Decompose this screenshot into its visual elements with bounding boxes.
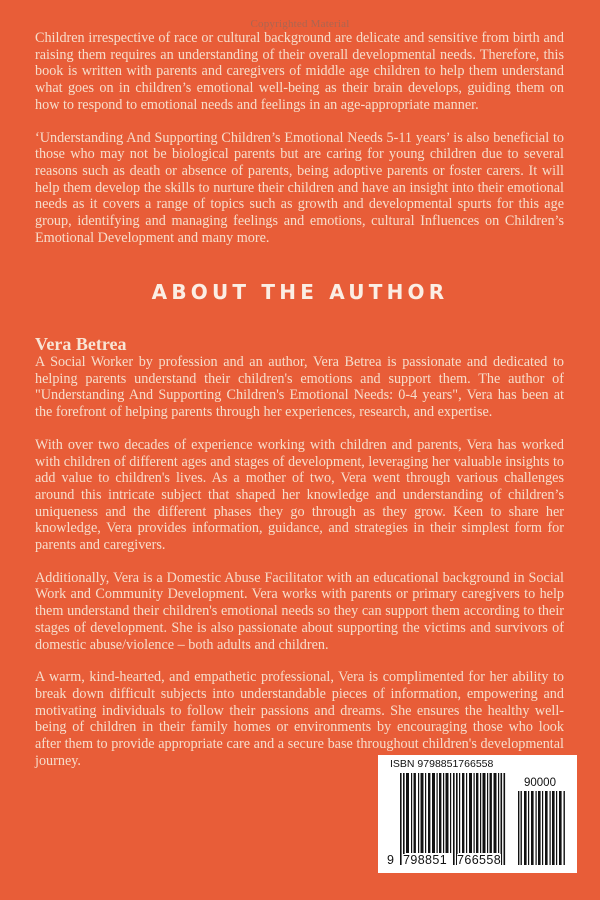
author-bio-paragraph: A Social Worker by profession and an author, Vera Betrea is passionate and dedicated to helping parents understand their children's emotions and support them. The author of "Understanding And Supporting Children's Emotional Needs: 0-4 years", Vera has been at the forefront of helping parents through her experiences, research, and expertise. [35,354,564,421]
paragraph-gap [35,114,564,130]
copyright-watermark: Copyrighted Material [250,18,350,30]
intro-paragraph: Children irrespective of race or cultural background are delicate and sensitive from birth and raising them requires an understanding of their overall developmental needs. Therefore, this book is written with parents and caregivers of middle age children to help them understand what goes on in children’s emotional well-being as their brain develops, guiding them on how to respond to emotional needs and feelings in an age-appropriate manner. [35,30,564,113]
isbn-barcode [378,755,577,873]
barcode-digits-left: 798851 [403,853,448,867]
intro-section [35,30,564,246]
author-bio-paragraph: A warm, kind-hearted, and empathetic professional, Vera is complimented for her ability to break down difficult subjects into understandable pieces of information, empowering and motivating individuals to follow their passions and dreams. She ensures the healthy well-being of children in their family homes or environments by encouraging those who look after them to provide appropriate care and a secure base throughout children's developmental journey. [35,669,564,769]
author-name: Vera Betrea [35,334,127,354]
isbn-label: ISBN 9798851766558 [390,758,494,770]
author-section [35,334,564,769]
paragraph-gap [35,653,564,669]
about-the-author-heading: ABOUT THE AUTHOR [151,280,449,304]
author-bio-paragraph: With over two decades of experience working with children and parents, Vera has worked with children of different ages and stages of development, leveraging her valuable insights to add value to children's lives. As a mother of two, Vera went through various challenges around this intricate subject that shaped her knowledge and understanding of children’s uniqueness and the different phases they go through as they grow. Keen to share her knowledge, Vera provides information, guidance, and strategies in their simplest form for parents and caregivers. [35,436,564,554]
paragraph-gap [35,421,564,437]
barcode-digit-lead: 9 [387,853,395,867]
paragraph-gap [35,554,564,570]
barcode-digits-right: 766558 [457,853,502,867]
author-bio-paragraph: Additionally, Vera is a Domestic Abuse Facilitator with an educational background in Social Work and Community Development. Vera works with parents or primary caregivers to help them understand their children's emotional needs so they can support them according to their stages of development. She is also passionate about supporting the victims and survivors of domestic abuse/violence – both adults and children. [35,569,564,653]
intro-paragraph: ‘Understanding And Supporting Children’s Emotional Needs 5-11 years’ is also beneficial to those who may not be biological parents but are caring for young children due to several reasons such as death or absence of parents, being adoptive parents or foster carers. It will help them develop the skills to nurture their children and have an insight into their emotional needs as it covers a range of topics such as growth and developmental spurts for this age group, identifying and managing feelings and emotions, cultural Influences on Children’s Emotional Development and many more. [35,129,564,246]
price-code: 90000 [524,777,556,789]
